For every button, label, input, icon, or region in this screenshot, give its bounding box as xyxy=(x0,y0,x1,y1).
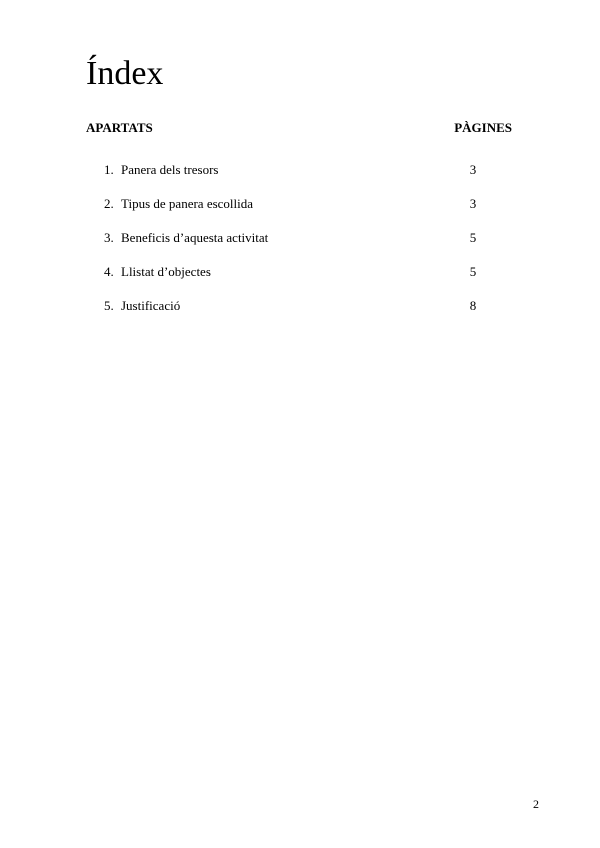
toc-entry-label: Llistat d’objectes xyxy=(121,264,211,279)
toc-entry-number: 3. xyxy=(104,230,114,245)
toc-entry-label: Tipus de panera escollida xyxy=(121,196,254,211)
toc-entry xyxy=(0,264,600,298)
toc-entry xyxy=(0,162,600,196)
toc-entry-label: Panera dels tresors xyxy=(121,162,219,177)
toc-entry-page: 3 xyxy=(469,196,477,211)
toc-entry xyxy=(0,196,600,230)
page-title: Índex xyxy=(86,55,164,92)
toc-entry-page: 3 xyxy=(469,162,477,177)
toc-entry-number: 5. xyxy=(104,298,114,313)
toc-entry-page: 8 xyxy=(469,298,477,313)
toc-entry xyxy=(0,230,600,264)
toc-entry-page: 5 xyxy=(469,230,477,245)
toc-entry-number: 1. xyxy=(104,162,114,177)
toc-entry-number: 4. xyxy=(104,264,114,279)
pages-header: PÀGINES xyxy=(454,120,512,135)
toc-entry xyxy=(0,298,600,332)
toc-header-row xyxy=(86,120,512,138)
sections-header: APARTATS xyxy=(86,120,153,135)
page-number: 2 xyxy=(533,797,539,811)
toc-entry-number: 2. xyxy=(104,196,114,211)
toc-entry-page: 5 xyxy=(469,264,477,279)
toc-list xyxy=(0,162,600,332)
toc-entry-label: Beneficis d’aquesta activitat xyxy=(121,230,269,245)
toc-entry-label: Justificació xyxy=(121,298,181,313)
